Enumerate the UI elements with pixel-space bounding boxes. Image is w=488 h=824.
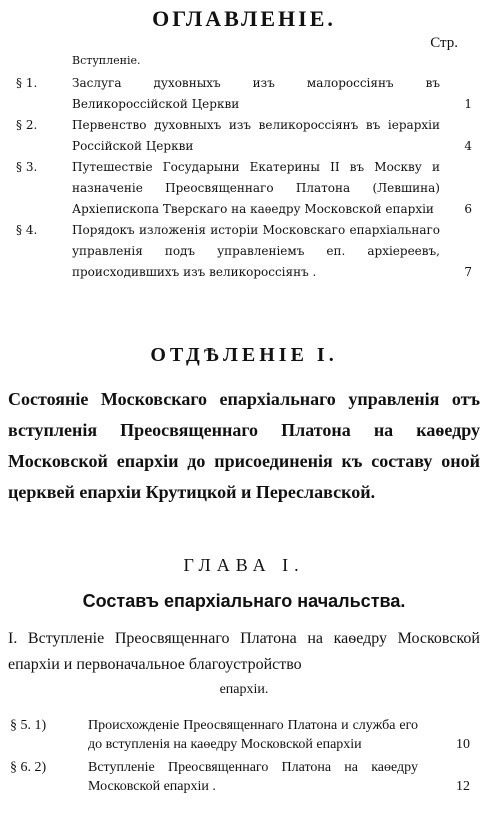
page-title: ОГЛАВЛЕНІЕ. bbox=[152, 6, 336, 31]
toc-item bbox=[0, 220, 488, 283]
toc-item-page: 6 bbox=[464, 202, 472, 216]
chapter-subtitle: Составъ епархіальнаго начальства. bbox=[82, 591, 406, 611]
toc-item-text: Путешествіе Государыни Екатерины II въ Москву и назначеніе Преосвященнаго Платона (Левшина) Архіепископа Тверскаго на каѳедру Московской епархіи bbox=[72, 160, 440, 216]
part-heading-last-line: епархіи. bbox=[219, 682, 269, 697]
toc-item bbox=[0, 157, 488, 220]
subsection-list bbox=[0, 716, 488, 800]
toc-item-number: § 4. bbox=[16, 223, 38, 237]
chapter-heading: ГЛАВА I. bbox=[183, 555, 305, 575]
section-description: Состояніе Московскаго епархіальнаго управленія отъ вступленія Преосвященнаго Платона на каѳедру Московской епархіи до присоединенія къ составу оной церквей епархіи Крутицкой и Переславской. bbox=[8, 389, 480, 502]
toc-item-text: Первенство духовныхъ изъ великороссіянъ въ іерархіи Россійской Церкви bbox=[72, 118, 440, 153]
toc-item bbox=[0, 115, 488, 157]
toc-item-page: 4 bbox=[464, 139, 472, 153]
toc-item-number: § 2. bbox=[16, 118, 38, 132]
section-heading: ОТДѢЛЕНІЕ I. bbox=[150, 344, 338, 366]
part-heading: I. Вступленіе Преосвященнаго Платона на каѳедру Московской епархіи и первоначальное благоустройство bbox=[8, 630, 480, 673]
toc-item-page: 7 bbox=[464, 265, 472, 279]
subsection-number: § 6. 2) bbox=[10, 760, 47, 775]
subsection-page: 12 bbox=[456, 779, 470, 794]
subsection-text: Происхожденіе Преосвященнаго Платона и служба его до вступленія на каѳедру Московской епархіи bbox=[88, 718, 418, 752]
toc-item-page: 1 bbox=[464, 97, 472, 111]
subsection-item bbox=[0, 758, 488, 796]
toc-item-text: Порядокъ изложенія исторіи Московскаго епархіальнаго управленія подъ управленіемъ еп. архіереевъ, происходившихъ изъ великороссіянъ . bbox=[72, 223, 440, 279]
subsection-number: § 5. 1) bbox=[10, 718, 47, 733]
toc-intro: Вступленіе. bbox=[72, 54, 141, 67]
toc-item bbox=[0, 73, 488, 115]
page-column-label: Стр. bbox=[430, 35, 458, 51]
toc-item-text: Заслуга духовныхъ изъ малороссіянъ въ Великороссійской Церкви bbox=[72, 76, 440, 111]
subsection-item bbox=[0, 716, 488, 754]
subsection-page: 10 bbox=[456, 737, 470, 752]
toc-item-number: § 3. bbox=[16, 160, 38, 174]
toc-list bbox=[0, 73, 488, 283]
subsection-text: Вступленіе Преосвященнаго Платона на каѳедру Московской епархіи . bbox=[88, 760, 418, 794]
toc-item-number: § 1. bbox=[16, 76, 38, 90]
